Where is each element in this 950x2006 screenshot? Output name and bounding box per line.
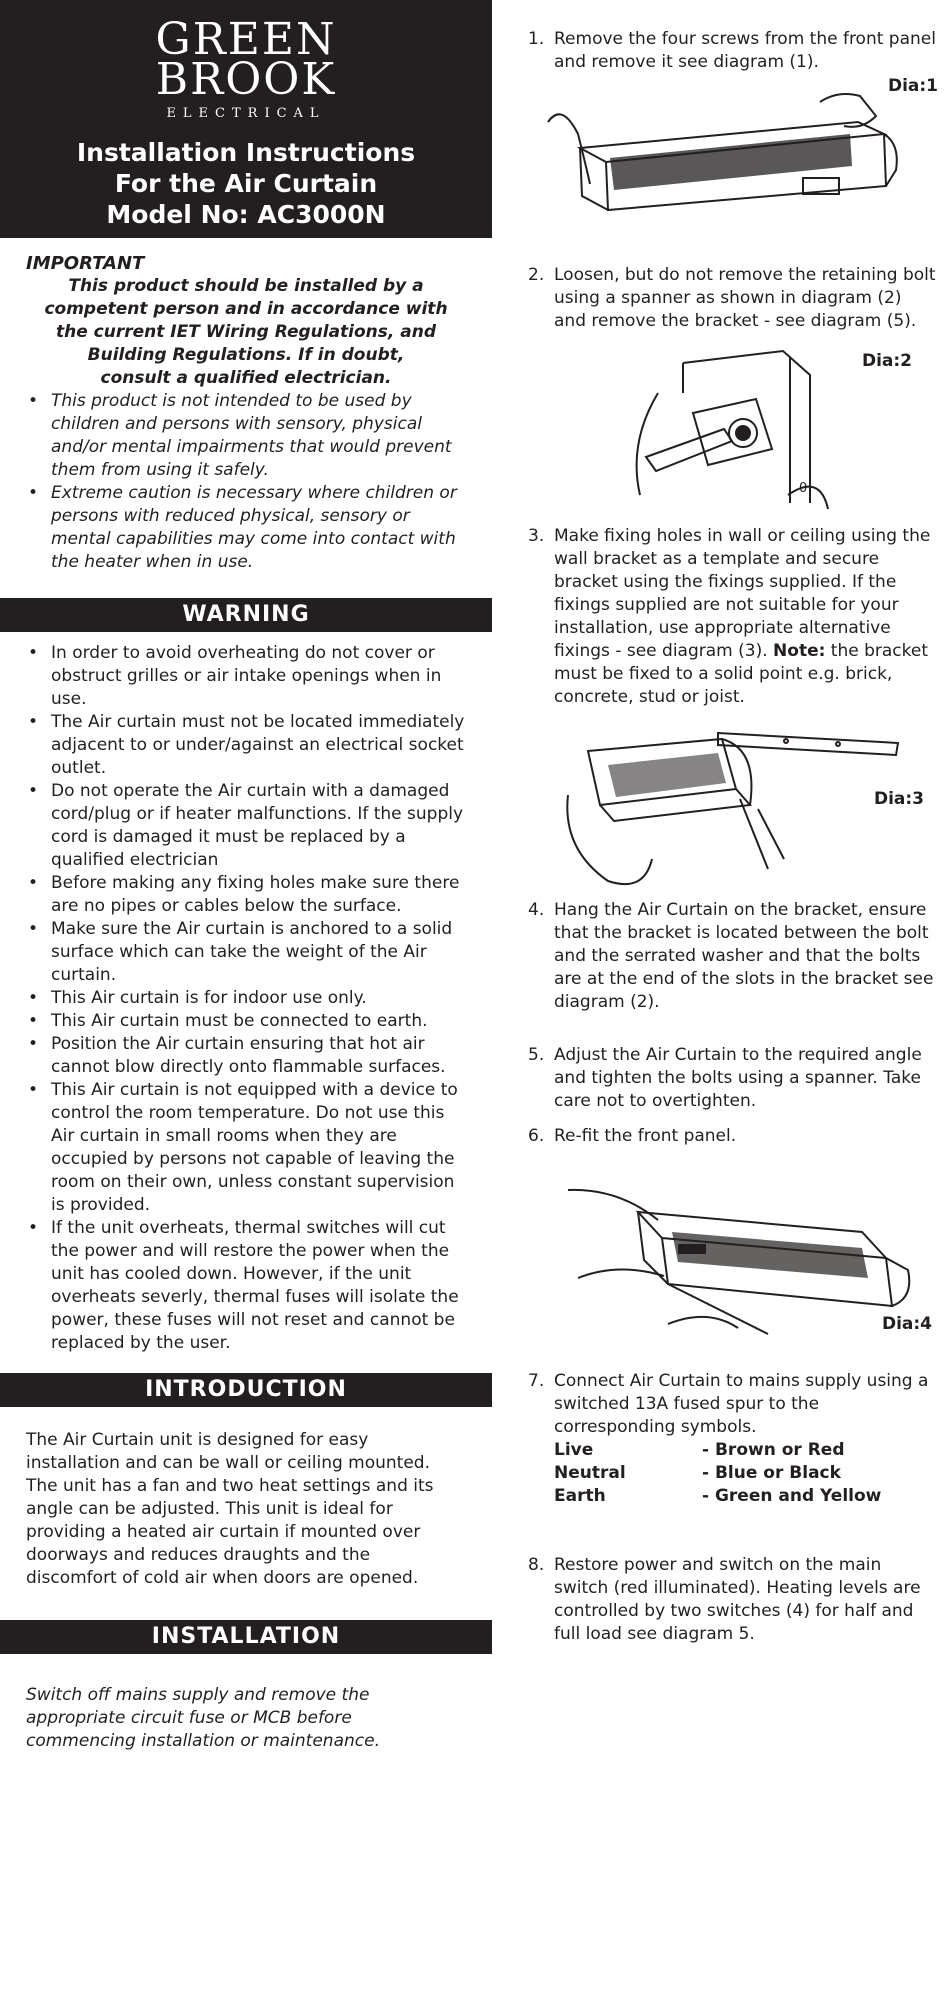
step-6 — [528, 1125, 938, 1148]
note-text: the bracket must be fixed to a solid point e.g. brick, concrete, stud or joist. — [554, 641, 929, 707]
introduction-heading: INTRODUCTION — [0, 1373, 492, 1407]
step-number: 3. — [528, 526, 545, 546]
important-bullets — [26, 390, 466, 574]
list-item: • This product is not intended to be used by children and persons with sensory, physical and/or mental impairments that would prevent them from using it safely. — [26, 390, 466, 482]
step-text: Connect Air Curtain to mains supply using a switched 13A fused spur to the corresponding symbols. — [554, 1371, 929, 1437]
step-text: Restore power and switch on the main switch (red illuminated). Heating levels are controlled by two switches (4) for half and full load see diagram 5. — [554, 1555, 921, 1644]
diagram-label: Dia:4 — [881, 1314, 932, 1334]
document-title — [0, 137, 492, 230]
list-item: • Extreme caution is necessary where children or persons with reduced physical, sensory or mental capabilities may come into contact with the heater when in use. — [26, 482, 466, 574]
left-column — [0, 0, 492, 1753]
list-item: • Position the Air curtain ensuring that hot air cannot blow directly onto flammable surfaces. — [26, 1033, 466, 1079]
step-8 — [528, 1554, 938, 1646]
company-logo — [0, 0, 492, 121]
diagram-1 — [528, 74, 938, 242]
step-text: Hang the Air Curtain on the bracket, ensure that the bracket is located between the bolt and the serrated washer and that the bolts are at the end of the slots in the bracket see diagram (2). — [554, 900, 934, 1012]
important-statement — [26, 275, 466, 390]
step-text: Re-fit the front panel. — [554, 1126, 737, 1146]
installation-text: Switch off mains supply and remove the appropriate circuit fuse or MCB before commencing installation or maintenance. — [26, 1685, 380, 1751]
warning-heading: WARNING — [0, 598, 492, 632]
step-2 — [528, 264, 938, 333]
step-5 — [528, 1044, 938, 1113]
logo-line-1: GREEN — [155, 14, 337, 65]
title-line: Installation Instructions — [76, 138, 416, 167]
wire-colour-live: - Brown or Red — [702, 1440, 845, 1460]
list-item: • Make sure the Air curtain is anchored to a solid surface which can take the weight of the Air curtain. — [26, 918, 466, 987]
refit-front-panel-illustration — [528, 1148, 938, 1348]
important-line: the current IET Wiring Regulations, and — [55, 322, 437, 342]
step-text: Loosen, but do not remove the retaining bolt using a spanner as shown in diagram (2) and remove the bracket - see diagram (5). — [554, 265, 936, 331]
list-item: • Do not operate the Air curtain with a damaged cord/plug or if heater malfunctions. If the supply cord is damaged it must be replaced by a qualified electrician — [26, 780, 466, 872]
diagram-4 — [528, 1148, 938, 1348]
list-item: • The Air curtain must not be located immediately adjacent to or under/against an electrical socket outlet. — [26, 711, 466, 780]
warning-section — [0, 632, 492, 1355]
important-section — [0, 238, 492, 574]
front-panel-removal-illustration — [528, 74, 938, 242]
step-text: Remove the four screws from the front panel and remove it see diagram (1). — [554, 29, 936, 72]
installation-heading: INSTALLATION — [0, 1620, 492, 1654]
step-number: 2. — [528, 265, 545, 285]
note-label: Note: — [773, 641, 826, 661]
title-line: Model No: AC3000N — [106, 200, 386, 229]
step-number: 7. — [528, 1371, 545, 1391]
wire-colour-earth: - Green and Yellow — [702, 1486, 882, 1506]
list-item: • If the unit overheats, thermal switches will cut the power and will restore the power when the unit has cooled down. However, if the unit overheats severly, thermal fuses will isolate the power, these fuses will not reset and cannot be replaced by the user. — [26, 1217, 466, 1355]
logo-line-2: BROOK — [155, 54, 337, 105]
wire-colour-neutral: - Blue or Black — [702, 1463, 841, 1483]
wire-name-earth: Earth — [554, 1486, 606, 1506]
step-4 — [528, 899, 938, 1014]
wire-name-live: Live — [554, 1440, 594, 1460]
diagram-marker: 0 — [799, 481, 808, 496]
step-text: Make fixing holes in wall or ceiling using the wall bracket as a template and secure bracket using the fixings supplied. If the fixings supplied are not suitable for your installation, use appropriate alternative fixings - see diagram (3). — [554, 526, 931, 661]
logo-line-3: ELECTRICAL — [166, 106, 326, 121]
list-item: • In order to avoid overheating do not cover or obstruct grilles or air intake openings when in use. — [26, 642, 466, 711]
list-item: • This Air curtain is for indoor use only. — [26, 987, 466, 1010]
important-line: Building Regulations. If in doubt, — [87, 345, 405, 365]
step-number: 6. — [528, 1126, 545, 1146]
step-number: 4. — [528, 900, 545, 920]
step-number: 5. — [528, 1045, 545, 1065]
header-banner — [0, 0, 492, 238]
diagram-2 — [528, 333, 938, 511]
list-item: • This Air curtain is not equipped with a device to control the room temperature. Do not use this Air curtain in small rooms when they are occupied by persons not capable of leaving the room on their own, unless constant supervision is provided. — [26, 1079, 466, 1217]
important-line: consult a qualified electrician. — [100, 368, 392, 388]
step-1 — [528, 28, 938, 74]
step-7 — [528, 1370, 938, 1508]
right-column — [528, 0, 938, 1646]
diagram-label: Dia:3 — [873, 789, 924, 809]
diagram-label: Dia:2 — [861, 351, 912, 371]
step-number: 1. — [528, 29, 545, 49]
wiring-table — [554, 1439, 938, 1508]
warning-bullets — [26, 642, 466, 1355]
important-line: competent person and in accordance with — [44, 299, 448, 319]
step-text: Adjust the Air Curtain to the required angle and tighten the bolts using a spanner. Take care not to overtighten. — [554, 1045, 922, 1111]
diagram-3 — [528, 709, 938, 899]
introduction-text: The Air Curtain unit is designed for easy installation and can be wall or ceiling mounted. The unit has a fan and two heat settings and its angle can be adjusted. This unit is ideal for providing a heated air curtain if mounted over doorways and reduces draughts and the discomfort of cold air when doors are opened. — [26, 1430, 434, 1588]
title-line: For the Air Curtain — [114, 169, 378, 198]
list-item: • This Air curtain must be connected to earth. — [26, 1010, 466, 1033]
step-3 — [528, 525, 938, 709]
wire-name-neutral: Neutral — [554, 1463, 626, 1483]
step-number: 8. — [528, 1555, 545, 1575]
important-line: This product should be installed by a — [68, 276, 424, 296]
diagram-label: Dia:1 — [887, 76, 938, 96]
important-heading: IMPORTANT — [26, 253, 145, 274]
list-item: • Before making any fixing holes make sure there are no pipes or cables below the surface. — [26, 872, 466, 918]
